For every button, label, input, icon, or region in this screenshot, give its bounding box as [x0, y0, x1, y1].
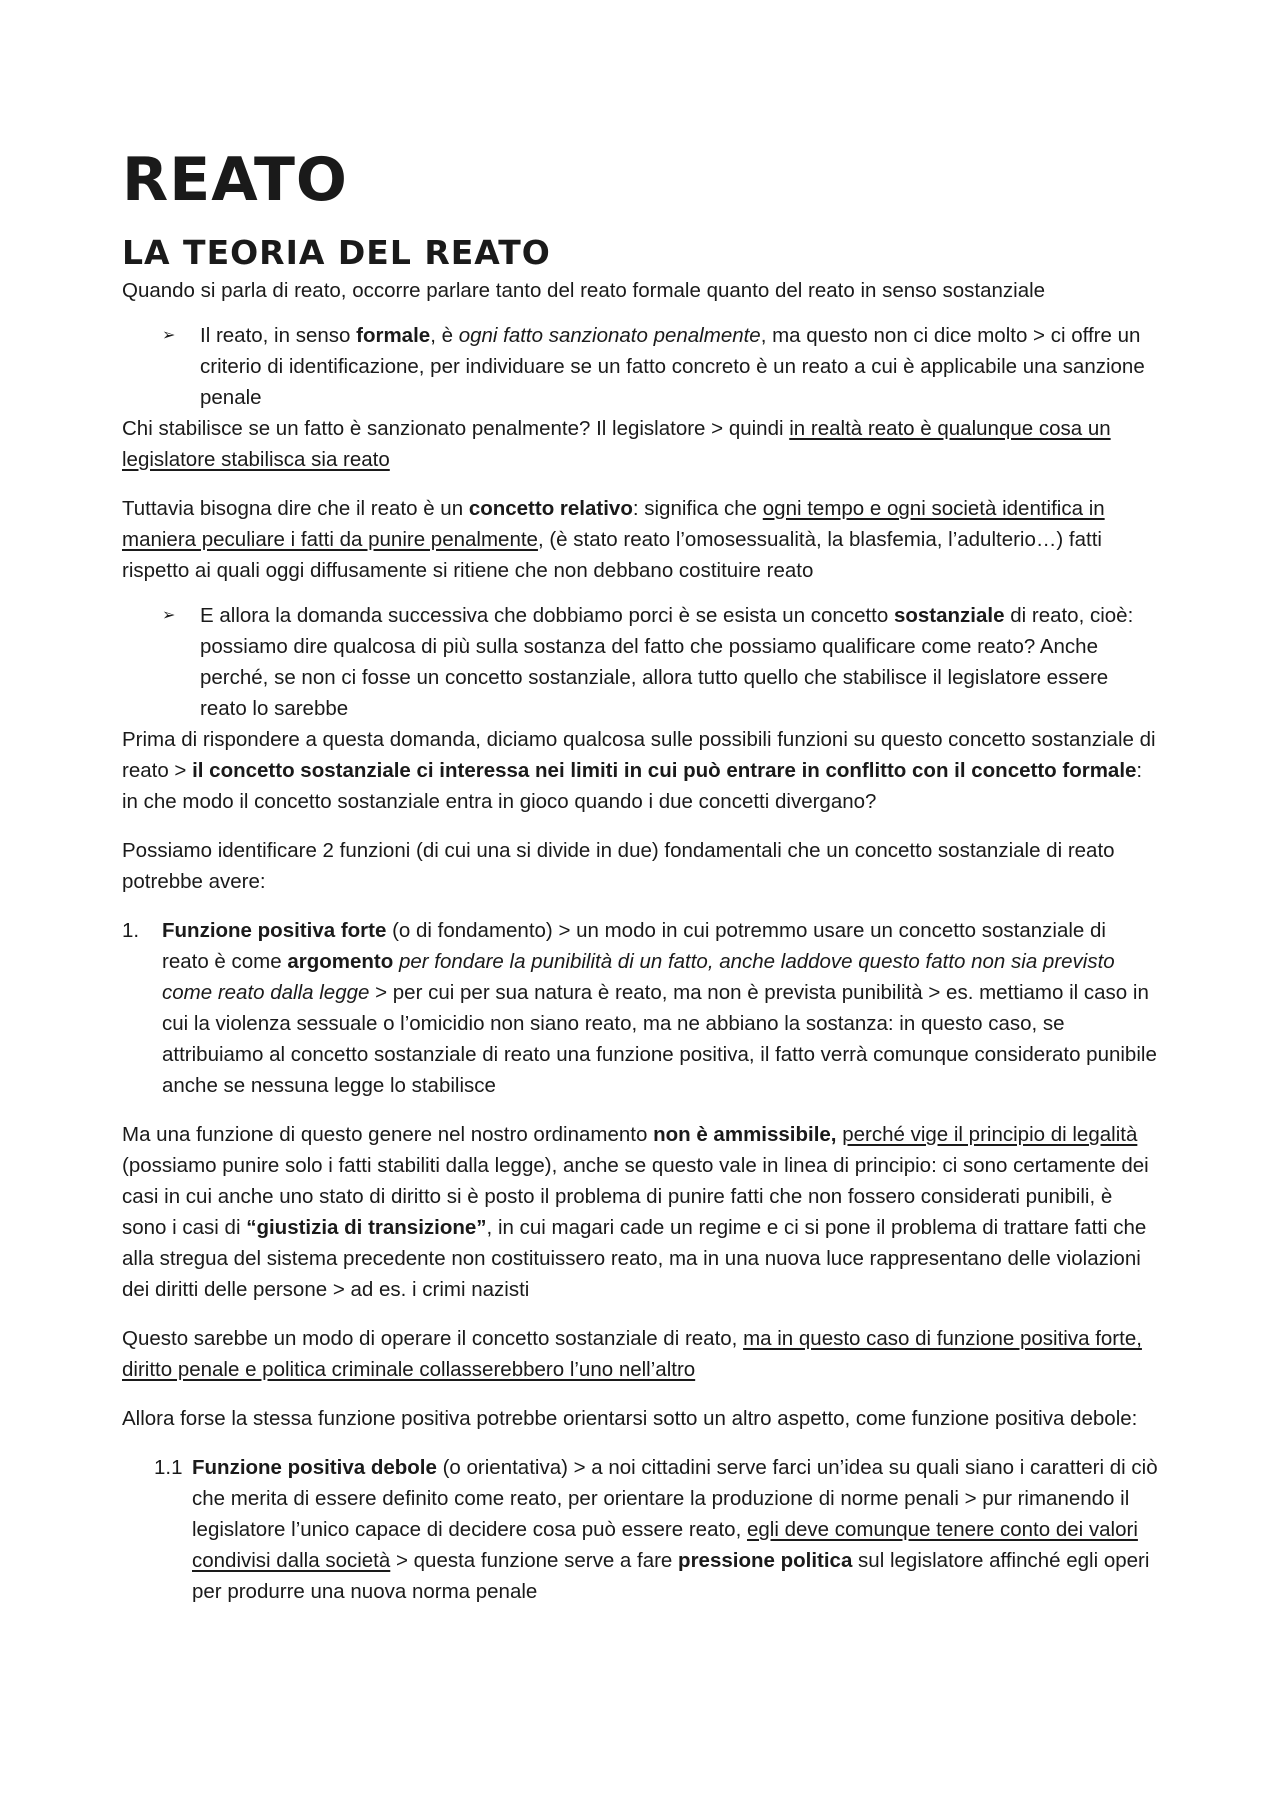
paragraph-due-funzioni: Possiamo identificare 2 funzioni (di cui una si divide in due) fondamentali che un concetto sostanziale di reato potrebbe avere:: [122, 839, 1115, 893]
numbered-list: [122, 915, 1158, 1101]
list-number: 1.: [122, 919, 140, 942]
paragraph-collasso: Questo sarebbe un modo di operare il concetto sostanziale di reato, ma in questo caso di funzione positiva forte, diritto penale e politica criminale collasserebbero l’uno nell’altro: [122, 1327, 1142, 1381]
paragraph-intro: Quando si parla di reato, occorre parlare tanto del reato formale quanto del reato in senso sostanziale: [122, 279, 1046, 302]
arrow-bullet-icon: ➢: [162, 327, 176, 344]
list-number: 1.1: [154, 1456, 183, 1479]
paragraph-concetto-relativo: Tuttavia bisogna dire che il reato è un concetto relativo: significa che ogni tempo e ogni società identifica in maniera peculiare i fatti da punire penalmente, (è stato reato l’omosessualità, la blasfemia, l’adulterio…) fatti rispetto ai quali oggi diffusamente si ritiene che non debbano costituire reato: [122, 497, 1105, 582]
arrow-bullet-icon: ➢: [162, 607, 176, 624]
sub-numbered-list: [122, 1452, 1158, 1607]
list-item-funzione-positiva-debole: 1.1 Funzione positiva debole (o orientativa) > a noi cittadini serve farci un’idea su quali siano i caratteri di ciò che merita di essere definito come reato, per orientare la produzione di norme penali > pur rimanendo il legislatore l’unico capace di decidere cosa può essere reato, egli deve comunque tenere conto dei valori condivisi dalla società > questa funzione serve a fare pressione politica sul legislatore affinché egli operi per produrre una nuova norma penale: [122, 1452, 1158, 1607]
bullet-item-sostanziale: ➢ E allora la domanda successiva che dobbiamo porci è se esista un concetto sostanziale di reato, cioè: possiamo dire qualcosa di più sulla sostanza del fatto che possiamo qualificare come reato? Anche perché, se non ci fosse un concetto sostanziale, allora tutto quello che stabilisce il legislatore essere reato lo sarebbe: [122, 600, 1158, 724]
list-item-funzione-positiva-forte: 1. Funzione positiva forte (o di fondamento) > un modo in cui potremmo usare un concetto sostanziale di reato è come argomento per fondare la punibilità di un fatto, anche laddove questo fatto non sia previsto come reato dalla legge > per cui per sua natura è reato, ma non è prevista punibilità > es. mettiamo il caso in cui la violenza sessuale o l’omicidio non siano reato, ma ne abbiano la sostanza: in questo caso, se attribuiamo al concetto sostanziale di reato una funzione positiva, il fatto verrà comunque considerato punibile anche se nessuna legge lo stabilisce: [122, 915, 1158, 1101]
paragraph-funzione-debole-intro: Allora forse la stessa funzione positiva potrebbe orientarsi sotto un altro aspetto, come funzione positiva debole:: [122, 1407, 1138, 1430]
paragraph-non-ammissibile: Ma una funzione di questo genere nel nostro ordinamento non è ammissibile, perché vige il principio di legalità (possiamo punire solo i fatti stabiliti dalla legge), anche se questo vale in linea di principio: ci sono certamente dei casi in cui anche uno stato di diritto si è posto il problema di punire fatti che non fossero considerati punibili, è sono i casi di “giustizia di transizione”, in cui magari cade un regime e ci si pone il problema di trattare fatti che alla stregua del sistema precedente non costituissero reato, ma in una nuova luce rappresentano delle violazioni dei diritti delle persone > ad es. i crimi nazisti: [122, 1123, 1149, 1301]
paragraph-legislatore: Chi stabilisce se un fatto è sanzionato penalmente? Il legislatore > quindi in realtà reato è qualunque cosa un legislatore stabilisca sia reato: [122, 417, 1111, 471]
section-heading: LA TEORIA DEL REATO: [122, 233, 551, 272]
bullet-list-2: [122, 600, 1158, 724]
document-title: REATO: [122, 145, 348, 215]
bullet-list-1: [122, 320, 1158, 413]
paragraph-funzioni-intro: Prima di rispondere a questa domanda, diciamo qualcosa sulle possibili funzioni su questo concetto sostanziale di reato > il concetto sostanziale ci interessa nei limiti in cui può entrare in conflitto con il concetto formale: in che modo il concetto sostanziale entra in gioco quando i due concetti divergano?: [122, 728, 1156, 813]
bullet-item-formal: ➢ Il reato, in senso formale, è ogni fatto sanzionato penalmente, ma questo non ci dice molto > ci offre un criterio di identificazione, per individuare se un fatto concreto è un reato a cui è applicabile una sanzione penale: [122, 320, 1158, 413]
